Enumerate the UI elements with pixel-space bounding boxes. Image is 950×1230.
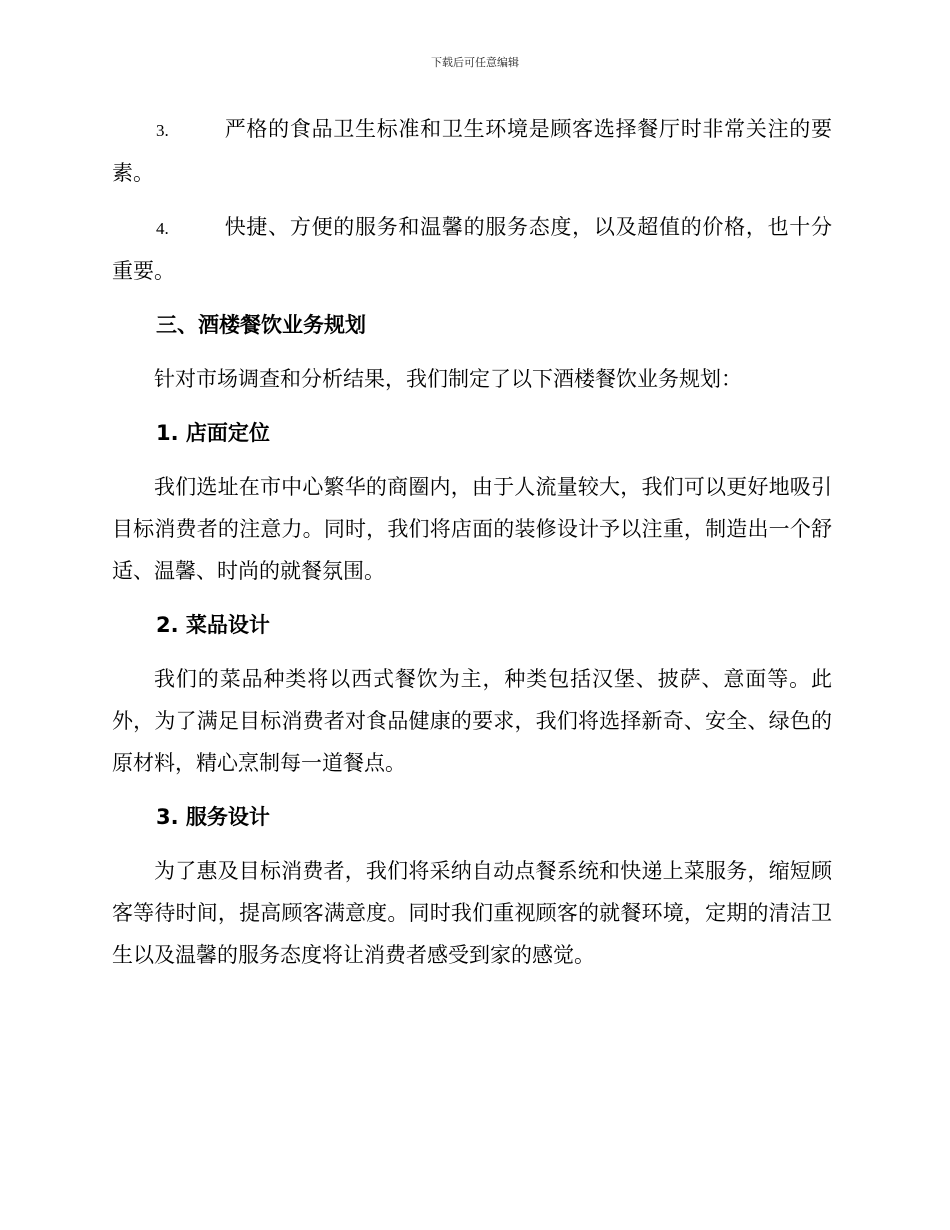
subsection-heading-service: 3. 服务设计 (156, 805, 270, 829)
list-item (112, 206, 832, 292)
subsection-body-service: 为了惠及目标消费者，我们将采纳自动点餐系统和快递上菜服务，缩短顾客等待时间，提高顾客满意度。同时我们重视顾客的就餐环境，定期的清洁卫生以及温馨的服务态度将让消费者感受到家的感觉。 (112, 859, 832, 967)
list-item-number: 3. (156, 121, 169, 140)
header-note: 下载后可任意编辑 (431, 56, 519, 69)
list-item-number: 4. (156, 219, 169, 238)
intro-paragraph: 针对市场调查和分析结果，我们制定了以下酒楼餐饮业务规划： (154, 367, 742, 391)
subsection-heading-location: 1. 店面定位 (156, 421, 270, 445)
list-item-text: 严格的食品卫生标准和卫生环境是顾客选择餐厅时非常关注的要素。 (112, 117, 832, 185)
list-item-text: 快捷、方便的服务和温馨的服务态度，以及超值的价格，也十分重要。 (112, 215, 832, 283)
subsection-body-menu: 我们的菜品种类将以西式餐饮为主，种类包括汉堡、披萨、意面等。此外，为了满足目标消费者对食品健康的要求，我们将选择新奇、安全、绿色的原材料，精心烹制每一道餐点。 (112, 667, 832, 775)
list-item (112, 108, 832, 194)
subsection-heading-menu: 2. 菜品设计 (156, 613, 270, 637)
document-body (112, 108, 832, 988)
subsection-body-location: 我们选址在市中心繁华的商圈内，由于人流量较大，我们可以更好地吸引目标消费者的注意力。同时，我们将店面的装修设计予以注重，制造出一个舒适、温馨、时尚的就餐氛围。 (112, 475, 832, 583)
section-heading: 三、酒楼餐饮业务规划 (156, 313, 366, 337)
